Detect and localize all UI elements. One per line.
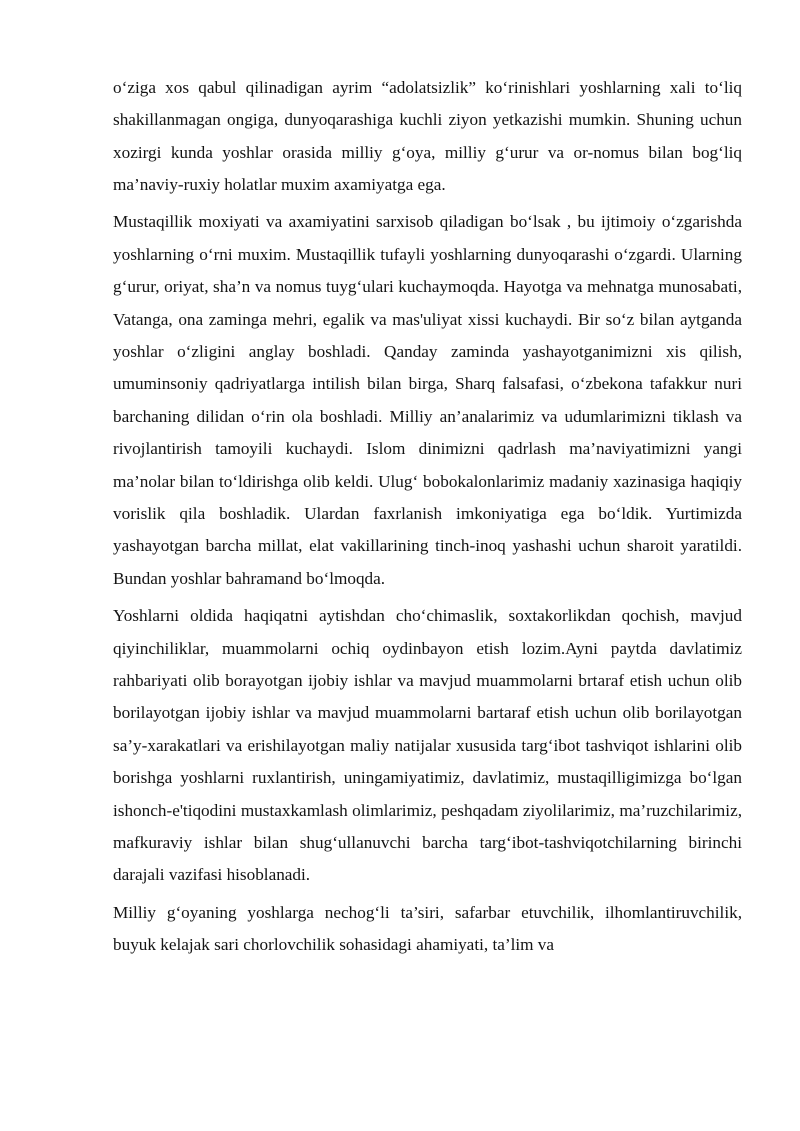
document-page [113, 72, 742, 961]
paragraph-2: Mustaqillik moxiyati va axamiyatini sarxisob qiladigan bo‘lsak , bu ijtimoiy o‘zgarishda yoshlarning o‘rni muxim. Mustaqillik tufayli yoshlarning dunyoqarashi o‘zgardi. Ularning g‘urur, oriyat, sha’n va nomus tuyg‘ulari kuchaymoqda. Hayotga va mehnatga munosabati, Vatanga, ona zaminga mehri, egalik va mas'uliyat xissi kuchaydi. Bir so‘z bilan aytganda yoshlar o‘zligini anglay boshladi. Qanday zaminda yashayotganimizni xis qilish, umuminsoniy qadriyatlarga intilish bilan birga, Sharq falsafasi, o‘zbekona tafakkur nuri barchaning dilidan o‘rin ola boshladi. Milliy an’analarimiz va udumlarimizni tiklash va rivojlantirish tamoyili kuchaydi. Islom dinimizni qadrlash ma’naviyatimizni yangi ma’nolar bilan to‘ldirishga olib keldi. Ulug‘ bobokalonlarimiz madaniy xazinasiga haqiqiy vorislik qila boshladik. Ulardan faxrlanish imkoniyatiga ega bo‘ldik. Yurtimizda yashayotgan barcha millat, elat vakillarining tinch-inoq yashashi uchun sharoit yaratildi. Bundan yoshlar bahramand bo‘lmoqda. [113, 212, 742, 588]
paragraph-3: Yoshlarni oldida haqiqatni aytishdan cho‘chimaslik, soxtakorlikdan qochish, mavjud qiyinchiliklar, muammolarni ochiq oydinbayon etish lozim.Ayni paytda davlatimiz rahbariyati olib borayotgan ijobiy ishlar va mavjud muammolarni brtaraf etish uchun olib borilayotgan ijobiy ishlar va mavjud muammolarni bartaraf etish uchun olib borilayotgan sa’y-xarakatlari va erishilayotgan maliy natijalar xususida targ‘ibot tashviqot ishlarini olib borishga yoshlarni ruxlantirish, uningamiyatimiz, davlatimiz, mustaqilligimizga bo‘lgan ishonch-e'tiqodini mustaxkamlash olimlarimiz, peshqadam ziyolilarimiz, ma’ruzchilarimiz, mafkuraviy ishlar bilan shug‘ullanuvchi barcha targ‘ibot-tashviqotchilarning birinchi darajali vazifasi hisoblanadi. [113, 606, 742, 885]
paragraph-1: o‘ziga xos qabul qilinadigan ayrim “adolatsizlik” ko‘rinishlari yoshlarning xali to‘liq shakillanmagan ongiga, dunyoqarashiga kuchli ziyon yetkazishi mumkin. Shuning uchun xozirgi kunda yoshlar orasida milliy g‘oya, milliy g‘urur va or-nomus bilan bog‘liq ma’naviy-ruxiy holatlar muxim axamiyatga ega. [113, 78, 742, 195]
paragraph-4: Milliy g‘oyaning yoshlarga nechog‘li ta’siri, safarbar etuvchilik, ilhomlantiruvchilik, buyuk kelajak sari chorlovchilik sohasidagi ahamiyati, ta’lim va [113, 902, 742, 954]
